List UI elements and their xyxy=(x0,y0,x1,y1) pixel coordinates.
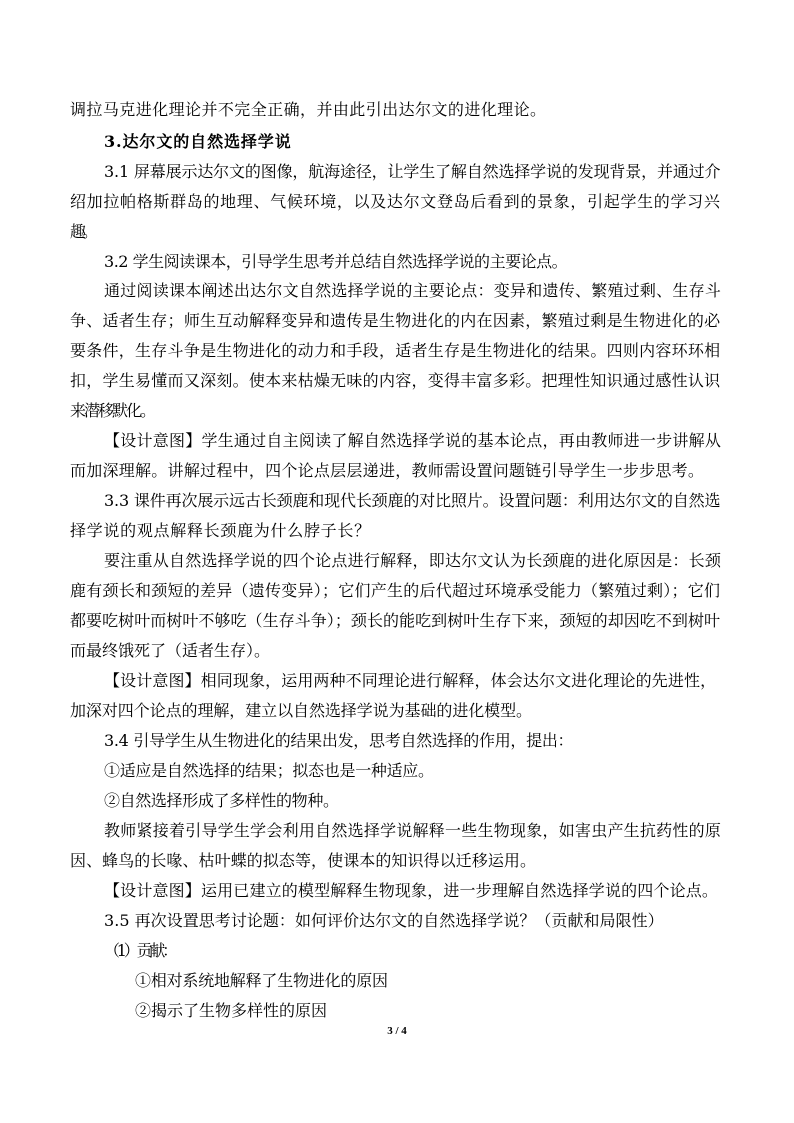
body-text-line: 要注重从自然选择学说的四个论点进行解释，即达尔文认为长颈鹿的进化原因是：长颈 xyxy=(104,551,722,570)
body-text-line: 绍加拉帕格斯群岛的地理、气候环境，以及达尔文登岛后看到的景象，引起学生的学习兴 xyxy=(70,192,721,211)
body-text-line: 鹿有颈长和颈短的差异（遗传变异）；它们产生的后代超过环境承受能力（繁殖过剩）；它们 xyxy=(70,581,721,600)
body-text-line: 因、蜂鸟的长喙、枯叶蝶的拟态等，使课本的知识得以迁移运用。 xyxy=(70,851,537,870)
body-text-line: 【设计意图】相同现象，运用两种不同理论进行解释，体会达尔文进化理论的先进性， xyxy=(104,671,717,690)
body-text-line: 争、适者生存；师生互动解释变异和遗传是生物进化的内在因素，繁殖过剩是生物进化的必 xyxy=(70,311,721,330)
body-text-line: ①适应是自然选择的结果；拟态也是一种适应。 xyxy=(104,761,434,780)
body-text-line: 通过阅读课本阐述出达尔文自然选择学说的主要论点：变异和遗传、繁殖过剩、生存斗 xyxy=(104,281,722,300)
body-text-line: 3.4 引导学生从生物进化的结果出发，思考自然选择的作用，提出： xyxy=(104,731,574,750)
body-text-line: 趣。 xyxy=(70,222,95,241)
section-heading: 3.达尔文的自然选择学说 xyxy=(104,132,292,151)
body-text-line: 调拉马克进化理论并不完全正确，并由此引出达尔文的进化理论。 xyxy=(70,100,547,119)
body-text-line: （1）贡献： xyxy=(104,941,175,960)
body-text-line: 3.3 课件再次展示远古长颈鹿和现代长颈鹿的对比照片。设置问题：利用达尔文的自然选 xyxy=(104,491,721,510)
body-text-line: 3.5 再次设置思考讨论题：如何评价达尔文的自然选择学说？（贡献和局限性） xyxy=(104,911,664,930)
body-text-line: ②自然选择形成了多样性的物种。 xyxy=(104,791,339,810)
page-number: 3 / 4 xyxy=(387,1025,407,1037)
body-text-line: 都要吃树叶而树叶不够吃（生存斗争）；颈长的能吃到树叶生存下来，颈短的却因吃不到树叶 xyxy=(70,611,721,630)
body-text-line: 扣，学生易懂而又深刻。使本来枯燥无味的内容，变得丰富多彩。把理性知识通过感性认识 xyxy=(70,371,721,390)
body-text-line: 【设计意图】运用已建立的模型解释生物现象，进一步理解自然选择学说的四个论点。 xyxy=(104,881,719,900)
body-text-line: ②揭示了生物多样性的原因 xyxy=(135,1001,328,1020)
body-text-line: 而加深理解。讲解过程中，四个论点层层递进，教师需设置问题链引导学生一步步思考。 xyxy=(70,461,705,480)
body-text-line: 来潜移默化。 xyxy=(70,401,155,420)
body-text-line: ①相对系统地解释了生物进化的原因 xyxy=(135,971,388,990)
body-text-line: 教师紧接着引导学生学会利用自然选择学说解释一些生物现象，如害虫产生抗药性的原 xyxy=(104,821,722,840)
body-text-line: 择学说的观点解释长颈鹿为什么脖子长？ xyxy=(70,521,371,540)
body-text-line: 3.2 学生阅读课本，引导学生思考并总结自然选择学说的主要论点。 xyxy=(104,252,568,271)
body-text-line: 要条件，生存斗争是生物进化的动力和手段，适者生存是生物进化的结果。四则内容环环相 xyxy=(70,341,721,360)
body-text-line: 3.1 屏幕展示达尔文的图像，航海途径，让学生了解自然选择学说的发现背景，并通过介 xyxy=(104,162,721,181)
body-text-line: 而最终饿死了（适者生存）。 xyxy=(70,641,271,660)
body-text-line: 【设计意图】学生通过自主阅读了解自然选择学说的基本论点，再由教师进一步讲解从 xyxy=(104,431,722,450)
body-text-line: 加深对四个论点的理解，建立以自然选择学说为基础的进化模型。 xyxy=(70,701,532,720)
